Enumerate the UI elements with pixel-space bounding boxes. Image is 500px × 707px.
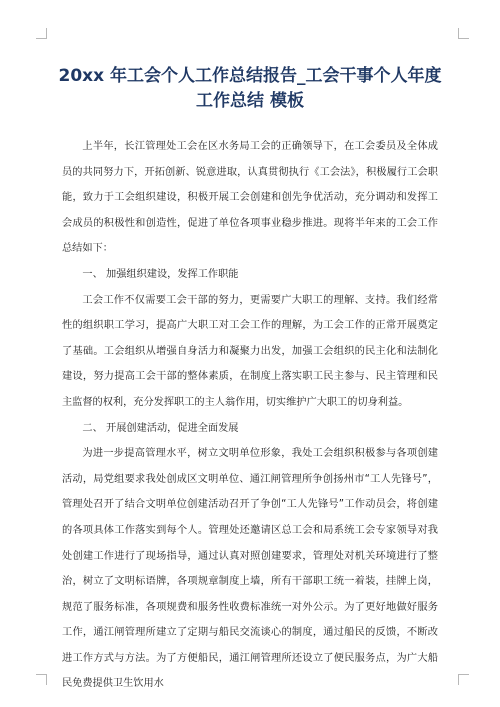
crop-mark-bottom-left [36,674,47,685]
crop-mark-bottom-right [458,674,469,685]
crop-mark-top-left [36,28,47,39]
document-body [62,134,438,697]
paragraph-section-2: 为进一步提高管理水平，树立文明单位形象，我处工会组织积极参与各项创建活动，局党组要求我处创成区文明单位、通江闸管理所争创扬州市“工人先锋号”，管理处召开了结合文明单位创建活动召开了争创“工人先锋号”工作动员会，将创建的各项具体工作落实到每个人。管理处还邀请区总工会和局系统工会专家领导对我处创建工作进行了现场指导，通过认真对照创建要求，管理处对机关环境进行了整治，树立了文明标语牌，各项规章制度上墙，所有干部职工统一着装，挂牌上岗，规范了服务标准，各项规费和服务性收费标准统一对外公示。为了更好地做好服务工作，通江闸管理所建立了定期与船民交流谈心的制度，通过船民的反馈，不断改进工作方式与方法。为了方便船民，通江闸管理所还设立了便民服务点，为广大船民免费提供卫生饮用水 [62,448,438,690]
section-heading-1: 一、 加强组织建设，发挥工作职能 [82,268,239,280]
document-title: 20xx 年工会个人工作总结报告_工会干事个人年度工作总结 模板 [58,66,442,111]
section-heading-2: 二、 开展创建活动，促进全面发展 [82,422,239,434]
paragraph-intro: 上半年，长江管理处工会在区水务局工会的正确领导下，在工会委员及全体成员的共同努力下，开拓创新、锐意进取，认真贯彻执行《工会法》，积极履行工会职能，致力于工会组织建设，积极开展工会创建和创先争优活动，充分调动和发挥工会成员的积极性和创造性，促进了单位各项事业稳步推进。现将半年来的工会工作总结如下： [62,141,438,255]
crop-mark-top-right [458,28,469,39]
paragraph-section-1: 工会工作不仅需要工会干部的努力，更需要广大职工的理解、支持。我们经常性的组织职工学习，提高广大职工对工会工作的理解，为工会工作的正常开展奠定了基础。工会组织从增强自身活力和凝聚力出发，加强工会组织的民主化和法制化建设，努力提高工会干部的整体素质，在制度上落实职工民主参与、民主管理和民主监督的权利，充分发挥职工的主人翁作用，切实维护广大职工的切身利益。 [62,294,438,408]
